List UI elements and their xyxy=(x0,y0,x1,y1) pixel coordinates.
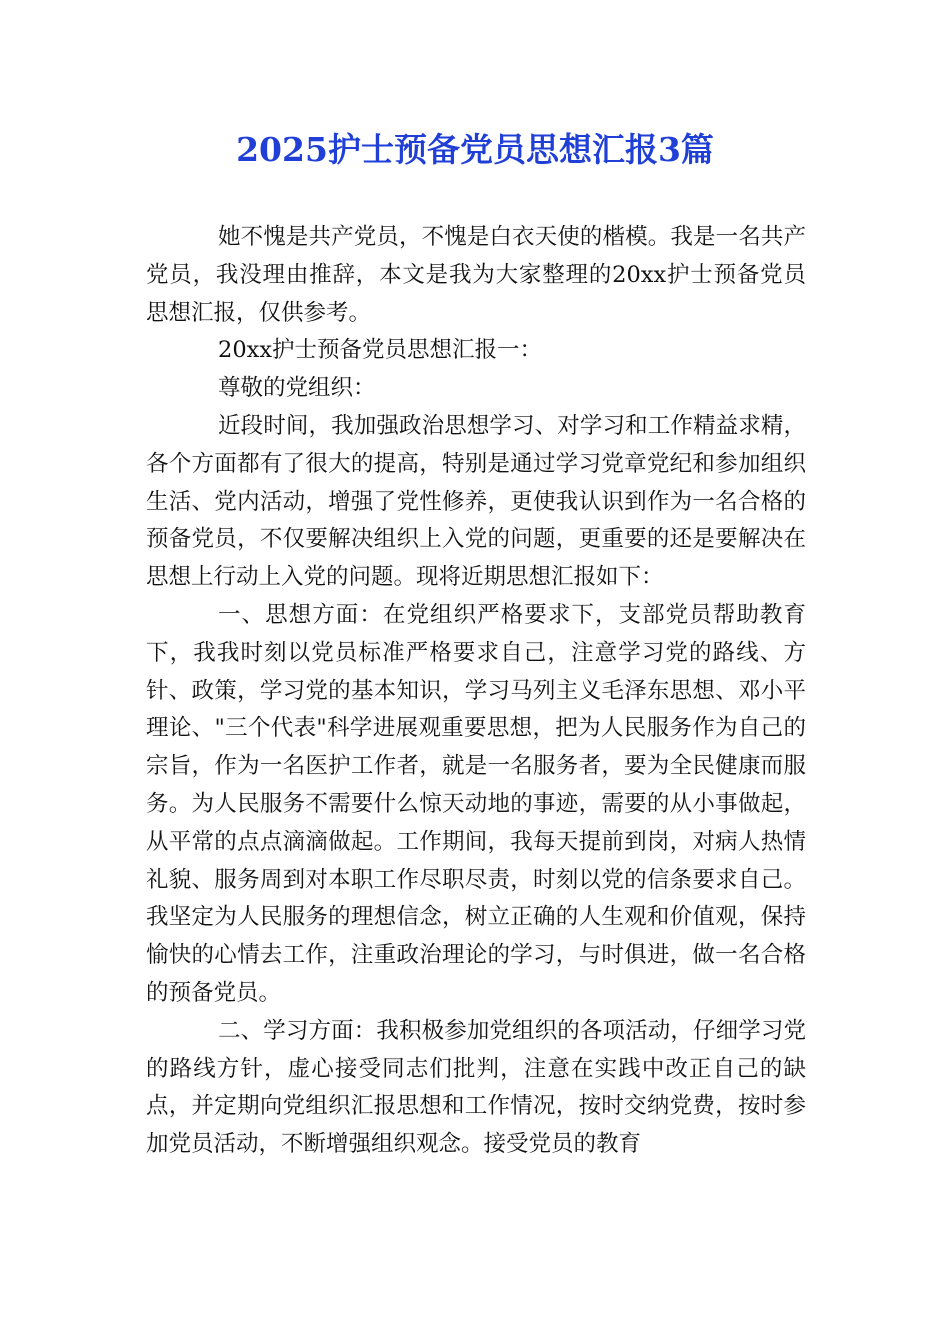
study-aspect-paragraph: 二、学习方面：我积极参加党组织的各项活动，仔细学习党的路线方针，虚心接受同志们批判，注意在实践中改正自己的缺点，并定期向党组织汇报思想和工作情况，按时交纳党费，按时参加党员活动，不断增强组织观念。接受党员的教育 xyxy=(146,1017,806,1158)
salutation: 尊敬的党组织： xyxy=(218,375,376,402)
intro-paragraph: 她不愧是共产党员，不愧是白衣天使的楷模。我是一名共产党员，我没理由推辞，本文是我为大家整理的20xx护士预备党员思想汇报，仅供参考。 xyxy=(146,224,806,326)
report-one-heading: 20xx护士预备党员思想汇报一： xyxy=(218,337,543,364)
document-title: 2025护士预备党员思想汇报3篇 xyxy=(236,130,714,169)
opening-paragraph: 近段时间，我加强政治思想学习、对学习和工作精益求精，各个方面都有了很大的提高，特别是通过学习党章党纪和参加组织生活、党内活动，增强了党性修养，更使我认识到作为一名合格的预备党员，不仅要解决组织上入党的问题，更重要的还是要解决在思想上行动上入党的问题。现将近期思想汇报如下： xyxy=(146,412,806,591)
document-body xyxy=(146,219,806,1164)
thought-aspect-paragraph: 一、思想方面：在党组织严格要求下，支部党员帮助教育下，我我时刻以党员标准严格要求自己，注意学习党的路线、方针、政策，学习党的基本知识，学习马列主义毛泽东思想、邓小平理论、"三个代表"科学进展观重要思想，把为人民服务作为自己的宗旨，作为一名医护工作者，就是一名服务者，要为全民健康而服务。为人民服务不需要什么惊天动地的事迹，需要的从小事做起，从平常的点点滴滴做起。工作期间，我每天提前到岗，对病人热情礼貌、服务周到对本职工作尽职尽责，时刻以党的信条要求自己。我坚定为人民服务的理想信念，树立正确的人生观和价值观，保持愉快的心情去工作，注重政治理论的学习，与时俱进，做一名合格的预备党员。 xyxy=(146,601,806,1006)
